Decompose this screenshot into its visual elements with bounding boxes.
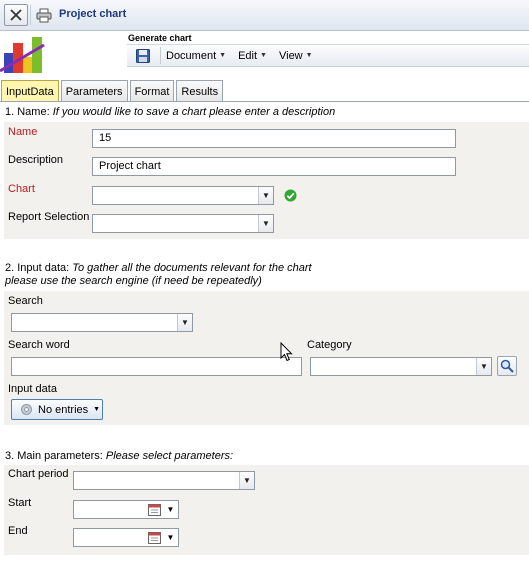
section3-heading-prefix: 3. Main parameters: (5, 450, 103, 462)
tab-parameters[interactable]: Parameters (61, 80, 128, 102)
tab-inputdata[interactable]: InputData (1, 80, 59, 102)
end-label: End (8, 525, 28, 537)
menu-document[interactable] (166, 50, 226, 62)
section1-heading-hint: If you would like to save a chart please enter a description (52, 106, 336, 118)
start-date-field[interactable] (73, 500, 179, 519)
tab-divider (0, 101, 529, 102)
toolbar-separator (30, 5, 31, 25)
calendar-icon[interactable] (148, 531, 161, 544)
menu-edit[interactable] (238, 50, 267, 62)
window-title: Project chart (59, 8, 127, 20)
chevron-down-icon: ▼ (305, 52, 313, 59)
toolbar-separator (160, 47, 161, 64)
gear-icon (20, 403, 33, 416)
calendar-icon[interactable] (148, 503, 161, 516)
description-label: Description (8, 154, 64, 166)
section1-heading-prefix: 1. Name: (5, 106, 50, 118)
menu-view-label: View (278, 49, 303, 62)
tab-format[interactable]: Format (130, 80, 175, 102)
chart-period-label: Chart period (8, 468, 69, 480)
input-data-label: Input data (8, 383, 57, 395)
search-button[interactable] (497, 356, 517, 376)
start-label: Start (8, 497, 32, 509)
close-icon (9, 8, 23, 22)
category-label: Category (307, 339, 352, 351)
printer-icon (36, 8, 52, 23)
close-button[interactable] (4, 4, 28, 26)
chevron-down-icon: ▼ (177, 314, 192, 331)
window-title-bar (0, 0, 529, 31)
no-entries-label: No entries (38, 403, 89, 416)
search-select[interactable] (11, 313, 193, 332)
chevron-down-icon: ▼ (260, 52, 267, 59)
no-entries-button[interactable] (11, 399, 103, 420)
chart-label: Chart (8, 183, 35, 195)
search-word-field[interactable] (11, 357, 302, 376)
menu-view[interactable] (279, 50, 313, 62)
print-button[interactable] (32, 4, 56, 26)
chart-select[interactable] (92, 186, 274, 205)
chevron-down-icon: ▼ (476, 358, 491, 375)
section-caption: Generate chart (128, 33, 192, 43)
chart-logo-icon (0, 33, 46, 75)
section2-heading (5, 262, 312, 288)
chevron-down-icon: ▼ (239, 472, 254, 489)
report-selection-label: Report Selection (8, 211, 90, 223)
report-selection-select[interactable] (92, 214, 274, 233)
section2-heading-hint-line2: please use the search engine (if need be repeatedly) (5, 275, 262, 287)
chevron-down-icon: ▼ (219, 52, 227, 59)
search-label: Search (8, 295, 43, 307)
floppy-disk-icon (136, 49, 150, 63)
name-label: Name (8, 126, 38, 138)
section3-heading (5, 450, 233, 463)
description-field[interactable]: Project chart (92, 157, 456, 176)
search-word-label: Search word (8, 339, 70, 351)
save-button[interactable] (132, 46, 154, 66)
section2-heading-hint-line1: To gather all the documents relevant for the chart (72, 262, 312, 274)
tab-results[interactable]: Results (176, 80, 223, 102)
category-select[interactable] (310, 357, 492, 376)
chevron-down-icon: ▼ (258, 187, 273, 204)
end-date-field[interactable] (73, 528, 179, 547)
menu-document-label: Document (166, 49, 217, 62)
section1-heading (5, 106, 335, 119)
menu-edit-label: Edit (238, 49, 258, 62)
chevron-down-icon: ▼ (258, 215, 273, 232)
name-field[interactable]: 15 (92, 129, 456, 148)
chevron-down-icon[interactable]: ▼ (166, 533, 175, 542)
magnifier-icon (500, 359, 514, 373)
section3-heading-hint: Please select parameters: (105, 450, 234, 462)
green-check-icon (284, 189, 297, 202)
mouse-pointer-icon (280, 342, 294, 362)
chevron-down-icon: ▼ (93, 406, 101, 413)
chevron-down-icon[interactable]: ▼ (166, 505, 175, 514)
main-toolbar (127, 44, 529, 67)
tab-bar (1, 80, 225, 102)
chart-period-select[interactable] (73, 471, 255, 490)
section2-heading-prefix: 2. Input data: (5, 262, 70, 274)
